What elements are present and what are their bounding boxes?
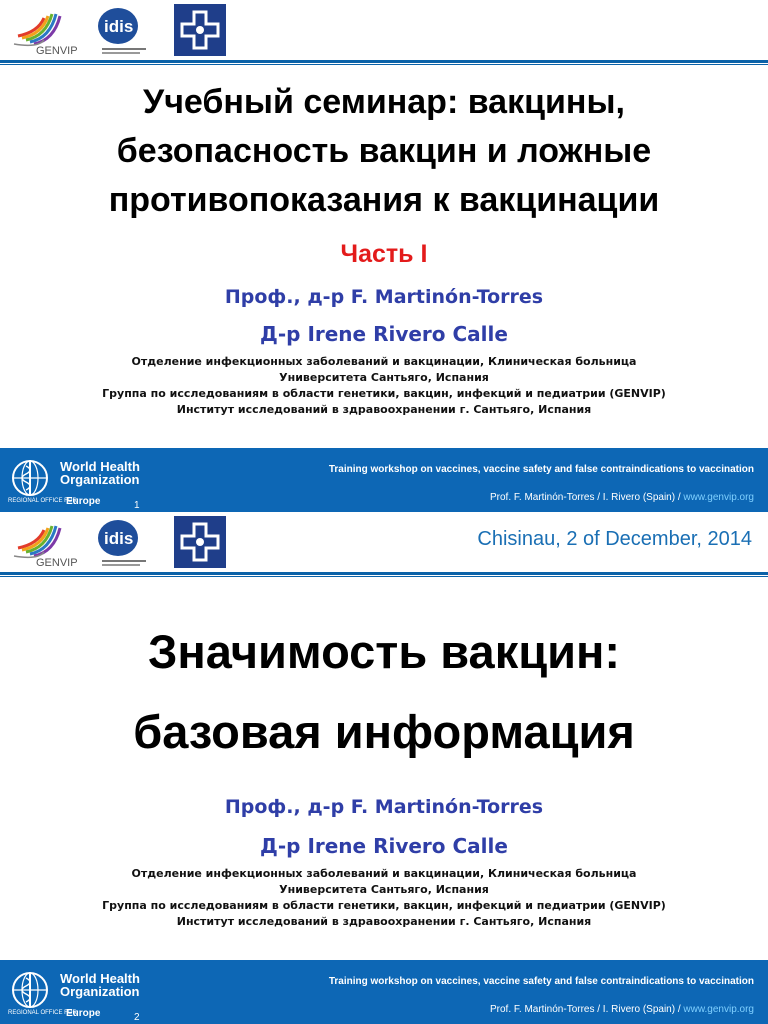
- slide-2: [0, 512, 768, 1024]
- who-region: REGIONAL OFFICE FOR: [8, 1010, 77, 1016]
- affiliation-line: Группа по исследованиям в области генетики, вакцин, инфекций и педиатрии (GENVIP): [102, 899, 666, 912]
- genvip-logo: [8, 518, 88, 568]
- footer-credit: [490, 1004, 754, 1015]
- who-name-line: Organization: [60, 472, 140, 487]
- credit-text: Prof. F. Martinón-Torres / I. Rivero (Spain) /: [490, 492, 681, 503]
- svg-text:GENVIP: GENVIP: [36, 557, 78, 568]
- logo-bar: [0, 0, 768, 60]
- affiliations: [0, 866, 768, 930]
- footer-credit: [490, 492, 754, 503]
- affiliation-line: Отделение инфекционных заболеваний и вакцинации, Клиническая больница: [131, 867, 637, 880]
- page-number: 1: [134, 500, 140, 511]
- header-rule: [0, 60, 768, 63]
- idis-logo: [96, 516, 156, 568]
- author-1: Проф., д-р F. Martinón-Torres: [224, 796, 544, 818]
- idis-logo: [96, 4, 156, 56]
- who-europe: Europe: [66, 1008, 101, 1019]
- title-line: базовая информация: [133, 705, 635, 758]
- genvip-link[interactable]: www.genvip.org: [683, 1004, 754, 1015]
- header-rule: [0, 572, 768, 575]
- part-label: Часть I: [340, 240, 428, 268]
- svg-text:GENVIP: GENVIP: [36, 45, 78, 56]
- who-logo: [8, 456, 158, 506]
- genvip-link[interactable]: www.genvip.org: [683, 492, 754, 503]
- title-line: Учебный семинар: вакцины,: [143, 83, 625, 121]
- slide-title: [0, 612, 768, 772]
- affiliation-line: Университета Сантьяго, Испания: [279, 883, 489, 896]
- who-europe: Europe: [66, 496, 101, 507]
- author-2: Д-р Irene Rivero Calle: [260, 834, 508, 858]
- who-name: [60, 460, 140, 486]
- who-name-line: World Health: [60, 459, 140, 474]
- title-line: Значимость вакцин:: [147, 625, 621, 678]
- slide-title: [0, 78, 768, 225]
- who-emblem-icon: [8, 970, 52, 1010]
- page-number: 2: [134, 1012, 140, 1023]
- presentation-date: Chisinau, 2 of December, 2014: [477, 528, 752, 550]
- slide-footer: [0, 448, 768, 512]
- who-name-line: World Health: [60, 971, 140, 986]
- hospital-cross-logo: [174, 516, 226, 568]
- slide-footer: [0, 960, 768, 1024]
- credit-text: Prof. F. Martinón-Torres / I. Rivero (Spain) /: [490, 1004, 681, 1015]
- who-region: REGIONAL OFFICE FOR: [8, 498, 77, 504]
- svg-text:idis: idis: [104, 17, 134, 36]
- author-2: Д-р Irene Rivero Calle: [260, 322, 508, 346]
- hospital-cross-logo: [174, 4, 226, 56]
- workshop-title: Training workshop on vaccines, vaccine safety and false contraindications to vaccination: [328, 976, 754, 987]
- author-1: Проф., д-р F. Martinón-Torres: [224, 286, 544, 308]
- title-line: безопасность вакцин и ложные: [116, 132, 652, 170]
- who-emblem-icon: [8, 458, 52, 498]
- svg-text:idis: idis: [104, 529, 134, 548]
- affiliation-line: Университета Сантьяго, Испания: [279, 371, 489, 384]
- affiliation-line: Институт исследований в здравоохранении г. Сантьяго, Испания: [176, 403, 592, 416]
- header-rule-thin: [0, 64, 768, 65]
- affiliation-line: Отделение инфекционных заболеваний и вакцинации, Клиническая больница: [131, 355, 637, 368]
- logo-bar: [0, 512, 768, 572]
- title-line: противопоказания к вакцинации: [108, 181, 660, 219]
- affiliations: [0, 354, 768, 418]
- who-logo: [8, 968, 158, 1018]
- who-name-line: Organization: [60, 984, 140, 999]
- affiliation-line: Группа по исследованиям в области генетики, вакцин, инфекций и педиатрии (GENVIP): [102, 387, 666, 400]
- who-name: [60, 972, 140, 998]
- genvip-logo: [8, 6, 88, 56]
- affiliation-line: Институт исследований в здравоохранении г. Сантьяго, Испания: [176, 915, 592, 928]
- workshop-title: Training workshop on vaccines, vaccine safety and false contraindications to vaccination: [328, 464, 754, 475]
- header-rule-thin: [0, 576, 768, 577]
